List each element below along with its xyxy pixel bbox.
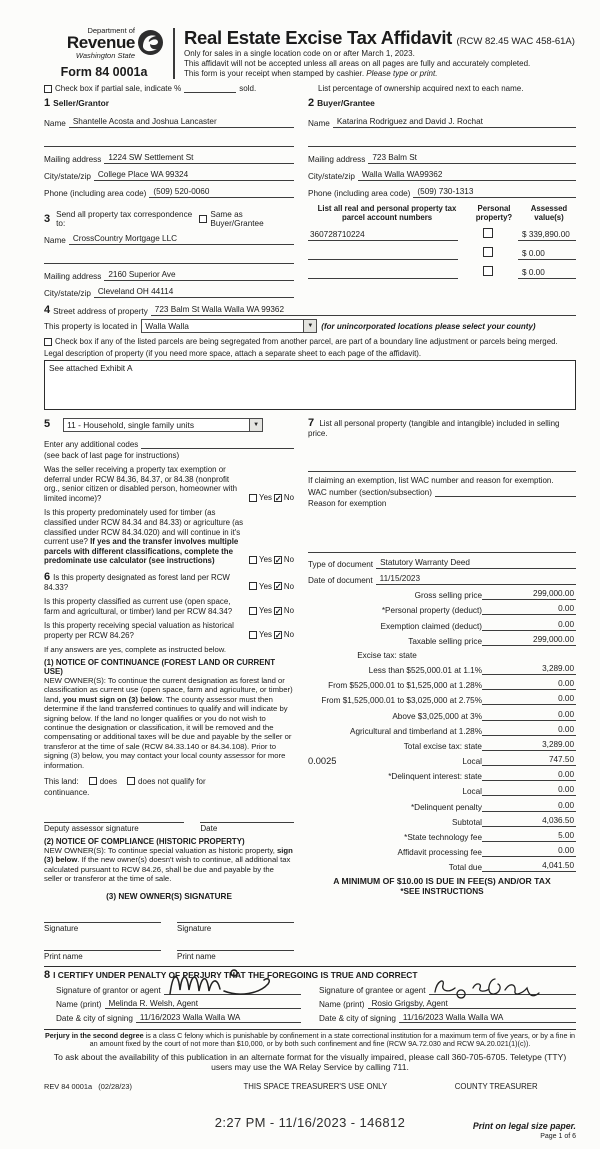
grantee-signature-field[interactable] <box>429 985 576 995</box>
grantee-name-field[interactable]: Rosio Grigsby, Agent <box>368 999 577 1009</box>
tax-row: *Personal property (deduct) 0.00 <box>381 604 574 616</box>
partial-sale-percent-field[interactable] <box>184 84 236 93</box>
if-yes-note: If any answers are yes, complete as instructed below. <box>44 644 227 654</box>
personal-property-intro: List all personal property (tangible and intangible) included in selling price. <box>308 419 560 438</box>
notice-1-title: (1) NOTICE OF CONTINUANCE (FOREST LAND OR CURRENT USE) <box>44 657 276 676</box>
tax-value-field[interactable]: 0.00 <box>512 785 576 796</box>
grantor-sig-label: Signature of grantor or agent <box>56 985 161 995</box>
buyer-phone-field[interactable]: (509) 730-1313 <box>413 187 576 198</box>
buyer-grantee-heading: Buyer/Grantee <box>317 98 375 108</box>
new-owner-signature-row: Signature Signature <box>44 913 294 933</box>
buyer-citystatezip-field[interactable]: Walla Walla WA99362 <box>358 170 576 181</box>
exemption-yes-checkbox[interactable] <box>249 494 257 502</box>
grantor-date-field[interactable]: 11/16/2023 Walla Walla WA <box>136 1013 301 1023</box>
form-header <box>44 26 576 79</box>
does-not-checkbox[interactable] <box>127 777 135 785</box>
washington-state-label: Washington State <box>75 51 135 60</box>
timber-yes-checkbox[interactable] <box>249 556 257 564</box>
tax-computation <box>308 589 576 896</box>
partial-sale-checkbox[interactable] <box>44 85 52 93</box>
partial-sale-row <box>44 84 310 93</box>
section-4 <box>44 304 576 410</box>
grantee-sig-label: Signature of grantee or agent <box>319 985 426 995</box>
revenue-label: Revenue <box>66 33 135 52</box>
tax-row: Taxable selling price 299,000.00 <box>408 634 574 646</box>
personal-property-col-header: Personal property? <box>475 204 513 222</box>
tax-value-field[interactable]: 4,041.50 <box>512 861 576 872</box>
wac-number-label: WAC number (section/subsection) <box>308 488 432 497</box>
section-6 <box>44 570 294 961</box>
tax-row: Subtotal 4,036.50 <box>451 815 574 827</box>
tax-row: Less than $525,000.01 at 1.1% 3,289.00 <box>368 663 574 675</box>
grantee-date-field[interactable]: 11/16/2023 Walla Walla WA <box>399 1013 576 1023</box>
print-legal-note: Print on legal size paper. <box>472 1121 576 1132</box>
section-8 <box>44 966 576 1023</box>
tax-value-field[interactable]: 0.00 <box>512 679 576 690</box>
buyer-mailing-field[interactable]: 723 Balm St <box>368 153 576 164</box>
new-owner-printname-field-1[interactable] <box>44 941 161 951</box>
county-treasurer-label: COUNTY TREASURER <box>454 1082 538 1092</box>
section-7-number: 7 <box>308 417 315 429</box>
current-use-question: Is this property classified as current use (open space, farm and agricultural, or timber) land per RCW 84.34? Yes ✓ No <box>44 597 294 616</box>
section-3-number: 3 <box>44 213 51 225</box>
grantor-signature-scribble <box>164 966 314 1000</box>
seller-mailing-field[interactable]: 1224 SW Settlement St <box>104 153 294 164</box>
alternate-format-note: To ask about the availability of this publication in an alternate format for the visually impaired, please call 360-705-6705. Teletype (TTY) users may use the WA Relay Service by calling 711. <box>53 1051 567 1072</box>
tax-value-field[interactable]: 0.00 <box>512 846 576 857</box>
deputy-signature-field[interactable] <box>44 813 184 823</box>
forest-yes-checkbox[interactable] <box>249 582 257 590</box>
assessed-value-field[interactable]: $ 0.00 <box>518 268 576 279</box>
seller-name-field[interactable]: Shantelle Acosta and Joshua Lancaster <box>69 117 294 128</box>
grantor-name-field[interactable]: Melinda R. Welsh, Agent <box>105 999 302 1009</box>
tax-row: Total due 4,041.50 <box>448 861 574 873</box>
grantee-date-label: Date & city of signing <box>319 1013 396 1023</box>
tax-row: Exemption claimed (deduct) 0.00 <box>380 619 574 631</box>
reason-exemption-label: Reason for exemption <box>308 499 387 508</box>
tax-value-field[interactable]: 0.00 <box>512 694 576 705</box>
legal-description-label: Legal description of property (if you need more space, attach a separate sheet to each page of the affidavit). <box>44 349 422 358</box>
land-use-dropdown[interactable]: 11 - Household, single family units ▼ <box>63 418 263 432</box>
parcel-number-field[interactable] <box>308 268 458 279</box>
tax-value-field[interactable]: 4,036.50 <box>512 816 576 827</box>
personal-property-field[interactable] <box>308 461 576 472</box>
located-in-label: This property is located in <box>44 321 138 331</box>
notice-2-text: NEW OWNER(S): To continue special valuation as historic property, sign (3) below. If the new owner(s) doesn't wish to continue, all additional tax calculated pursuant to RCW 84.26, shall be due and payable by the seller or transferor at the time of sale. <box>44 845 293 884</box>
section-2: 2 Buyer/Grantee Name Katarina Rodriguez and David J. Rochat Mailing address 723 Balm St City/state/zip Walla Walla WA99362 Phone (including area code) (509) 730-1313 <box>308 93 576 198</box>
same-as-buyer-label: Same as Buyer/Grantee <box>210 210 264 228</box>
segregated-label: Check box if any of the listed parcels are being segregated from another parcel, are part of a boundary line adjustment or parcels being merged. <box>55 337 558 346</box>
partial-sale-label: Check box if partial sale, indicate % <box>55 84 182 93</box>
timber-question: Is this property predominately used for timber (as classified under RCW 84.34 and 84.33) or agriculture (as classified under RCW 84.34.020) and will continue in it's current use? If yes and the transfer involves multiple parcels with different classifications, complete the predominate use calculator (see instructions) Yes ✓ No <box>44 508 294 566</box>
tax-row: *State technology fee 5.00 <box>404 831 574 842</box>
see-instructions-note: *SEE INSTRUCTIONS <box>400 887 484 897</box>
tax-row: *Delinquent penalty 0.00 <box>410 800 574 812</box>
form-title-line <box>184 27 576 49</box>
personal-property-checkbox[interactable] <box>483 266 493 276</box>
forest-no-checkbox[interactable]: ✓ <box>274 582 282 592</box>
tax-row: Affidavit processing fee 0.00 <box>397 846 574 858</box>
land-qualify-row: This land: does does not qualify for <box>44 776 206 786</box>
ownership-note: List percentage of ownership acquired next to each name. <box>318 84 524 93</box>
correspondence-name-field-2[interactable] <box>44 253 294 264</box>
assessed-value-field[interactable]: $ 0.00 <box>518 249 576 260</box>
notice-2-title: (2) NOTICE OF COMPLIANCE (HISTORIC PROPERTY) <box>44 836 245 846</box>
parcel-row <box>308 266 576 279</box>
tax-row: *Delinquent interest: state 0.00 <box>388 770 574 782</box>
dept-of-label: Department of <box>87 26 135 35</box>
tax-row: Total excise tax: state 3,289.00 <box>403 739 574 751</box>
subtitle-3: This form is your receipt when stamped by cashier. Please type or print. <box>184 69 438 78</box>
doc-date-field[interactable]: 11/15/2023 <box>376 574 576 585</box>
deputy-assessor-row: Deputy assessor signature Date <box>44 813 294 833</box>
exemption-note: If claiming an exemption, list WAC number and reason for exemption. <box>308 476 554 485</box>
tax-value-field[interactable]: 299,000.00 <box>512 635 576 646</box>
section-5-number: 5 <box>44 418 51 430</box>
section-2-number: 2 <box>308 97 315 109</box>
tax-value-field[interactable]: 747.50 <box>512 755 576 766</box>
assessed-value-col-header: Assessed value(s) <box>530 204 568 222</box>
seller-name-field-2[interactable] <box>44 136 294 147</box>
section-5 <box>44 418 294 432</box>
continuance-label: continuance. <box>44 787 90 797</box>
doc-type-field[interactable]: Statutory Warranty Deed <box>376 558 576 569</box>
tax-value-field[interactable]: 0.00 <box>512 725 576 736</box>
deputy-date-field[interactable] <box>200 813 294 823</box>
perjury-note: Perjury in the second degree is a class C felony which is punishable by confinement in a state correctional institution for a maximum term of five years, or by a fine in an amount fixed by the court of not more than $10,000, or by both such confinement and fine (RCW 9A.72.030 and RCW 9A.20.021(1)(c)). <box>44 1030 576 1049</box>
legal-description-box[interactable]: See attached Exhibit A <box>44 360 576 410</box>
same-as-buyer-checkbox[interactable] <box>199 215 207 223</box>
subtitle-2: This affidavit will not be accepted unless all areas on all pages are fully and accurately completed. <box>184 59 531 68</box>
grantor-date-label: Date & city of signing <box>56 1013 133 1023</box>
tax-value-field[interactable]: 0.00 <box>512 770 576 781</box>
minimum-due-note: A MINIMUM OF $10.00 IS DUE IN FEE(S) AND/OR TAX <box>333 876 551 887</box>
buyer-name-field[interactable]: Katarina Rodriguez and David J. Rochat <box>333 117 576 128</box>
doc-date-label: Date of document <box>308 576 373 585</box>
tax-value-field[interactable]: 0.00 <box>512 801 576 812</box>
section-1-number: 1 <box>44 97 51 109</box>
grantee-name-label: Name (print) <box>319 999 365 1009</box>
revenue-logo-icon <box>137 29 164 56</box>
excise-tax-state-header: Excise tax: state <box>357 650 417 660</box>
sold-label: sold. <box>239 84 257 93</box>
grantee-signature-scribble <box>429 974 549 1000</box>
tax-value-field[interactable]: 299,000.00 <box>512 589 576 600</box>
grantor-signature-block <box>44 981 301 1023</box>
historical-question: Is this property receiving special valuation as historical property per RCW 84.26? Yes ✓ No <box>44 621 294 640</box>
assessed-value-field[interactable]: $ 339,890.00 <box>518 230 576 241</box>
chevron-down-icon[interactable]: ▼ <box>249 419 262 431</box>
tax-value-field[interactable]: 3,289.00 <box>512 664 576 675</box>
tax-value-field[interactable]: 0.00 <box>512 604 576 615</box>
parcel-col-header: List all real and personal property tax parcel account numbers <box>317 204 457 222</box>
certify-statement: I CERTIFY UNDER PENALTY OF PERJURY THAT THE FOREGOING IS TRUE AND CORRECT <box>53 969 418 980</box>
tax-correspondence-label: Send all property tax correspondence to: <box>56 210 193 228</box>
treasurer-space-label: THIS SPACE TREASURER'S USE ONLY <box>243 1082 388 1092</box>
reason-exemption-field[interactable] <box>308 542 576 553</box>
tax-row: Agricultural and timberland at 1.28% 0.00 <box>350 724 574 736</box>
form-number: Form 84 0001a <box>60 65 148 79</box>
does-checkbox[interactable] <box>89 777 97 785</box>
personal-property-checkbox[interactable] <box>483 247 493 257</box>
codes-note: (see back of last page for instructions) <box>44 451 180 460</box>
tax-row: From $1,525,000.01 to $3,025,000 at 2.75% 0.00 <box>321 694 574 706</box>
section-3: 3 Send all property tax correspondence to: Same as Buyer/Grantee Name CrossCountry Mortgage LLC Mailing address 2160 Superior Ave City/state/zip Cleveland OH 44114 <box>44 210 294 298</box>
new-owner-signature-field-1[interactable] <box>44 913 161 923</box>
tax-value-field[interactable]: 5.00 <box>512 831 576 842</box>
page-number: Page 1 of 6 <box>540 1133 576 1141</box>
historical-no-checkbox[interactable]: ✓ <box>274 630 282 640</box>
grantor-signature-field[interactable] <box>164 985 301 995</box>
section-4-number: 4 <box>44 304 51 316</box>
tax-row: Local 0.00 <box>462 785 574 797</box>
forest-land-question: 6 Is this property designated as forest land per RCW 84.33? Yes ✓ No <box>44 570 294 592</box>
seller-citystatezip-field[interactable]: College Place WA 99324 <box>94 170 294 181</box>
exemption-question: Was the seller receiving a property tax exemption or deferral under RCW 84.36, 84.37, or 84.38 (nonprofit org., senior citizen or disabled person, homeowner with limited income)? Yes ✓ No <box>44 465 294 503</box>
grantor-name-label: Name (print) <box>56 999 102 1009</box>
timber-no-checkbox[interactable]: ✓ <box>274 556 282 566</box>
tax-value-field[interactable]: 0.00 <box>512 710 576 721</box>
personal-property-checkbox[interactable] <box>483 228 493 238</box>
tax-row: Above $3,025,000 at 3% 0.00 <box>392 709 574 721</box>
notice-1-text: NEW OWNER(S): To continue the current designation as forest land or classification as current use (open space, farm and agriculture, or timber) land, you must sign on (3) below. The county assessor must then determine if the land transferred continues to qualify and will indicate by signing below. If the land no longer qualifies or you do not wish to continue the designation or classification, it will be removed and the compensating or additional taxes will be due and payable by the seller or transferor at the time of sale (RCW 84.33.140 or 84.34.108). Prior to signing (3) below, you may contact your local county assessor for more information. <box>44 675 293 770</box>
form-title: Real Estate Excise Tax Affidavit <box>184 27 453 48</box>
dor-logo-block <box>44 26 164 79</box>
parcel-number-field[interactable] <box>308 249 458 260</box>
tax-row: From $525,000.01 to $1,525,000 at 1.28% 0.00 <box>328 679 574 691</box>
parcel-table <box>308 204 576 279</box>
street-address-label: Street address of property <box>53 307 148 316</box>
county-note: (for unincorporated locations please select your county) <box>321 321 536 331</box>
tax-value-field[interactable]: 3,289.00 <box>512 740 576 751</box>
street-address-field[interactable]: 723 Balm St Walla Walla WA 99362 <box>151 305 576 316</box>
section-7 <box>308 418 576 439</box>
parcel-row <box>308 228 576 241</box>
segregated-checkbox[interactable] <box>44 338 52 346</box>
tax-value-field[interactable]: 0.00 <box>512 620 576 631</box>
section-6-number: 6 <box>44 570 51 583</box>
section-8-number: 8 <box>44 968 51 981</box>
subtitle-1: Only for sales in a single location code on or after March 1, 2023. <box>184 49 415 58</box>
current-use-yes-checkbox[interactable] <box>249 607 257 615</box>
new-owner-printname-field-2[interactable] <box>177 941 294 951</box>
grantee-signature-block <box>319 981 576 1023</box>
county-dropdown[interactable]: Walla Walla ▼ <box>141 319 317 333</box>
tax-row-local: 0.0025 Local 747.50 <box>308 755 574 767</box>
new-owners-signature-title: (3) NEW OWNER(S) SIGNATURE <box>106 891 232 901</box>
correspondence-mailing-field[interactable]: 2160 Superior Ave <box>104 270 294 281</box>
form-title-rcw: (RCW 82.45 WAC 458-61A) <box>456 36 575 47</box>
header-divider <box>173 28 175 79</box>
parcel-number-field[interactable]: 360728710224 <box>308 230 458 241</box>
treasurer-stamp: 2:27 PM - 11/16/2023 - 146812 <box>214 1115 406 1131</box>
historical-yes-checkbox[interactable] <box>249 631 257 639</box>
seller-phone-field[interactable]: (509) 520-0060 <box>149 187 294 198</box>
new-owner-signature-field-2[interactable] <box>177 913 294 923</box>
correspondence-citystatezip-field[interactable]: Cleveland OH 44114 <box>94 287 294 298</box>
wac-number-field[interactable] <box>435 487 576 497</box>
new-owner-printname-row: Print name Print name <box>44 941 294 961</box>
section-1: 1 Seller/Grantor Name Shantelle Acosta and Joshua Lancaster Mailing address 1224 SW Settlement St City/state/zip College Place WA 99324 Phone (including area code) (509) 520-0060 <box>44 93 294 198</box>
chevron-down-icon[interactable]: ▼ <box>303 320 316 332</box>
buyer-name-field-2[interactable] <box>308 136 576 147</box>
rev-number: REV 84 0001a (02/28/23) <box>44 1082 132 1092</box>
tax-row: Gross selling price 299,000.00 <box>414 589 574 601</box>
correspondence-name-field[interactable]: CrossCountry Mortgage LLC <box>69 234 294 245</box>
doc-type-label: Type of document <box>308 560 374 569</box>
local-rate-value: 0.0025 <box>308 756 337 767</box>
additional-codes-label: Enter any additional codes <box>44 440 139 449</box>
current-use-no-checkbox[interactable]: ✓ <box>274 606 282 616</box>
additional-codes-field[interactable] <box>141 440 294 449</box>
parcel-row <box>308 247 576 260</box>
exemption-no-checkbox[interactable]: ✓ <box>274 493 282 503</box>
seller-grantor-heading: Seller/Grantor <box>53 98 109 108</box>
